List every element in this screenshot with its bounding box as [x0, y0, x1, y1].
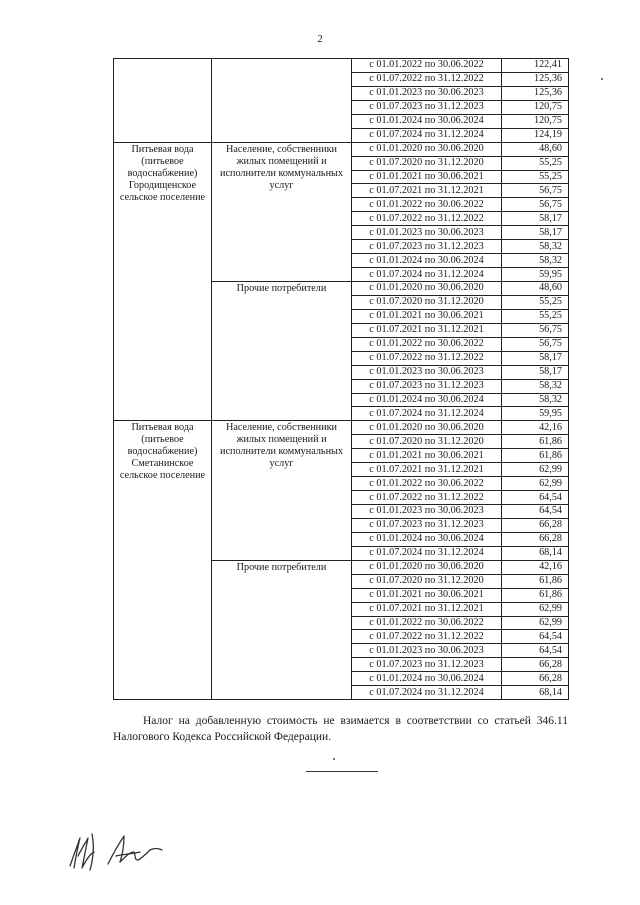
tariff-value-cell: 122,41: [502, 59, 569, 73]
period-cell: с 01.07.2020 по 31.12.2020: [352, 435, 502, 449]
period-cell: с 01.07.2020 по 31.12.2020: [352, 574, 502, 588]
tariff-value-cell: 68,14: [502, 546, 569, 560]
period-cell: с 01.01.2023 по 30.06.2023: [352, 505, 502, 519]
period-cell: с 01.01.2020 по 30.06.2020: [352, 282, 502, 296]
tariff-value-cell: 58,32: [502, 254, 569, 268]
vat-footnote-line-2: Налогового Кодекса Российской Федерации.: [113, 731, 332, 743]
period-cell: с 01.07.2022 по 31.12.2022: [352, 491, 502, 505]
tariff-value-cell: 58,17: [502, 226, 569, 240]
tariff-value-cell: 62,99: [502, 616, 569, 630]
vat-footnote-line-1: Налог на добавленную стоимость не взимается в соответствии со статьей 346.11: [143, 715, 568, 727]
period-cell: с 01.01.2022 по 30.06.2022: [352, 616, 502, 630]
consumer-group-cell: Прочие потребители: [212, 560, 352, 699]
period-cell: с 01.01.2020 по 30.06.2020: [352, 142, 502, 156]
tariff-value-cell: 48,60: [502, 282, 569, 296]
tariff-value-cell: 120,75: [502, 100, 569, 114]
tariff-value-cell: 56,75: [502, 198, 569, 212]
tariff-value-cell: 66,28: [502, 518, 569, 532]
period-cell: с 01.01.2024 по 30.06.2024: [352, 532, 502, 546]
period-cell: с 01.01.2023 по 30.06.2023: [352, 644, 502, 658]
period-cell: с 01.07.2024 по 31.12.2024: [352, 546, 502, 560]
service-cell: [114, 59, 212, 143]
tariff-table: [113, 58, 569, 700]
period-cell: с 01.07.2021 по 31.12.2021: [352, 463, 502, 477]
tariff-value-cell: 64,54: [502, 630, 569, 644]
period-cell: с 01.07.2024 по 31.12.2024: [352, 686, 502, 700]
tariff-value-cell: 120,75: [502, 114, 569, 128]
period-cell: с 01.07.2021 по 31.12.2021: [352, 184, 502, 198]
service-cell: Питьевая вода (питьевое водоснабжение) Городищенское сельское поселение: [114, 142, 212, 421]
tariff-row: [114, 59, 569, 73]
tariff-value-cell: 61,86: [502, 574, 569, 588]
tariff-value-cell: 59,95: [502, 407, 569, 421]
tariff-value-cell: 125,36: [502, 86, 569, 100]
tariff-value-cell: 66,28: [502, 658, 569, 672]
period-cell: с 01.07.2023 по 31.12.2023: [352, 379, 502, 393]
tariff-value-cell: 58,32: [502, 240, 569, 254]
handwritten-signature: [64, 826, 174, 876]
period-cell: с 01.07.2023 по 31.12.2023: [352, 658, 502, 672]
period-cell: с 01.01.2021 по 30.06.2021: [352, 309, 502, 323]
tariff-value-cell: 125,36: [502, 72, 569, 86]
tariff-value-cell: 55,25: [502, 156, 569, 170]
tariff-value-cell: 56,75: [502, 337, 569, 351]
period-cell: с 01.07.2022 по 31.12.2022: [352, 630, 502, 644]
period-cell: с 01.01.2021 по 30.06.2021: [352, 449, 502, 463]
margin-speck: [333, 758, 335, 760]
consumer-group-cell: Население, собственники жилых помещений и исполнители коммунальных услуг: [212, 142, 352, 281]
period-cell: с 01.01.2022 по 30.06.2022: [352, 337, 502, 351]
period-cell: с 01.01.2023 по 30.06.2023: [352, 86, 502, 100]
period-cell: с 01.07.2022 по 31.12.2022: [352, 72, 502, 86]
period-cell: с 01.01.2024 по 30.06.2024: [352, 672, 502, 686]
tariff-value-cell: 124,19: [502, 128, 569, 142]
period-cell: с 01.07.2020 по 31.12.2020: [352, 295, 502, 309]
tariff-value-cell: 42,16: [502, 560, 569, 574]
tariff-value-cell: 55,25: [502, 295, 569, 309]
period-cell: с 01.07.2022 по 31.12.2022: [352, 351, 502, 365]
tariff-value-cell: 59,95: [502, 268, 569, 282]
tariff-value-cell: 56,75: [502, 323, 569, 337]
tariff-value-cell: 58,32: [502, 393, 569, 407]
period-cell: с 01.01.2024 по 30.06.2024: [352, 254, 502, 268]
tariff-value-cell: 58,32: [502, 379, 569, 393]
tariff-value-cell: 58,17: [502, 212, 569, 226]
tariff-value-cell: 58,17: [502, 365, 569, 379]
tariff-table-body: [114, 59, 569, 700]
period-cell: с 01.07.2021 по 31.12.2021: [352, 602, 502, 616]
tariff-row: [114, 421, 569, 435]
tariff-value-cell: 66,28: [502, 532, 569, 546]
tariff-value-cell: 64,54: [502, 644, 569, 658]
period-cell: с 01.01.2022 по 30.06.2022: [352, 477, 502, 491]
tariff-value-cell: 42,16: [502, 421, 569, 435]
tariff-value-cell: 61,86: [502, 449, 569, 463]
tariff-value-cell: 64,54: [502, 505, 569, 519]
period-cell: с 01.01.2021 по 30.06.2021: [352, 170, 502, 184]
consumer-group-cell: [212, 59, 352, 143]
tariff-value-cell: 62,99: [502, 463, 569, 477]
service-cell: Питьевая вода (питьевое водоснабжение) Сметанинское сельское поселение: [114, 421, 212, 700]
tariff-value-cell: 64,54: [502, 491, 569, 505]
tariff-value-cell: 62,99: [502, 602, 569, 616]
tariff-value-cell: 66,28: [502, 672, 569, 686]
end-of-document-line: [306, 771, 378, 772]
tariff-value-cell: 68,14: [502, 686, 569, 700]
period-cell: с 01.07.2023 по 31.12.2023: [352, 100, 502, 114]
tariff-value-cell: 48,60: [502, 142, 569, 156]
period-cell: с 01.01.2021 по 30.06.2021: [352, 588, 502, 602]
page-number: 2: [317, 33, 323, 45]
period-cell: с 01.07.2024 по 31.12.2024: [352, 128, 502, 142]
consumer-group-cell: Прочие потребители: [212, 282, 352, 421]
consumer-group-cell: Население, собственники жилых помещений и исполнители коммунальных услуг: [212, 421, 352, 560]
period-cell: с 01.01.2022 по 30.06.2022: [352, 59, 502, 73]
period-cell: с 01.07.2023 по 31.12.2023: [352, 240, 502, 254]
period-cell: с 01.01.2023 по 30.06.2023: [352, 226, 502, 240]
period-cell: с 01.01.2020 по 30.06.2020: [352, 560, 502, 574]
margin-speck: [601, 78, 603, 80]
period-cell: с 01.01.2020 по 30.06.2020: [352, 421, 502, 435]
tariff-value-cell: 62,99: [502, 477, 569, 491]
vat-footnote: [113, 713, 568, 745]
tariff-row: [114, 142, 569, 156]
period-cell: с 01.01.2024 по 30.06.2024: [352, 393, 502, 407]
period-cell: с 01.07.2022 по 31.12.2022: [352, 212, 502, 226]
period-cell: с 01.07.2024 по 31.12.2024: [352, 407, 502, 421]
period-cell: с 01.07.2023 по 31.12.2023: [352, 518, 502, 532]
period-cell: с 01.01.2023 по 30.06.2023: [352, 365, 502, 379]
period-cell: с 01.07.2020 по 31.12.2020: [352, 156, 502, 170]
period-cell: с 01.01.2024 по 30.06.2024: [352, 114, 502, 128]
tariff-value-cell: 55,25: [502, 170, 569, 184]
tariff-value-cell: 58,17: [502, 351, 569, 365]
tariff-value-cell: 61,86: [502, 435, 569, 449]
period-cell: с 01.07.2021 по 31.12.2021: [352, 323, 502, 337]
period-cell: с 01.01.2022 по 30.06.2022: [352, 198, 502, 212]
tariff-value-cell: 61,86: [502, 588, 569, 602]
tariff-value-cell: 56,75: [502, 184, 569, 198]
period-cell: с 01.07.2024 по 31.12.2024: [352, 268, 502, 282]
tariff-value-cell: 55,25: [502, 309, 569, 323]
